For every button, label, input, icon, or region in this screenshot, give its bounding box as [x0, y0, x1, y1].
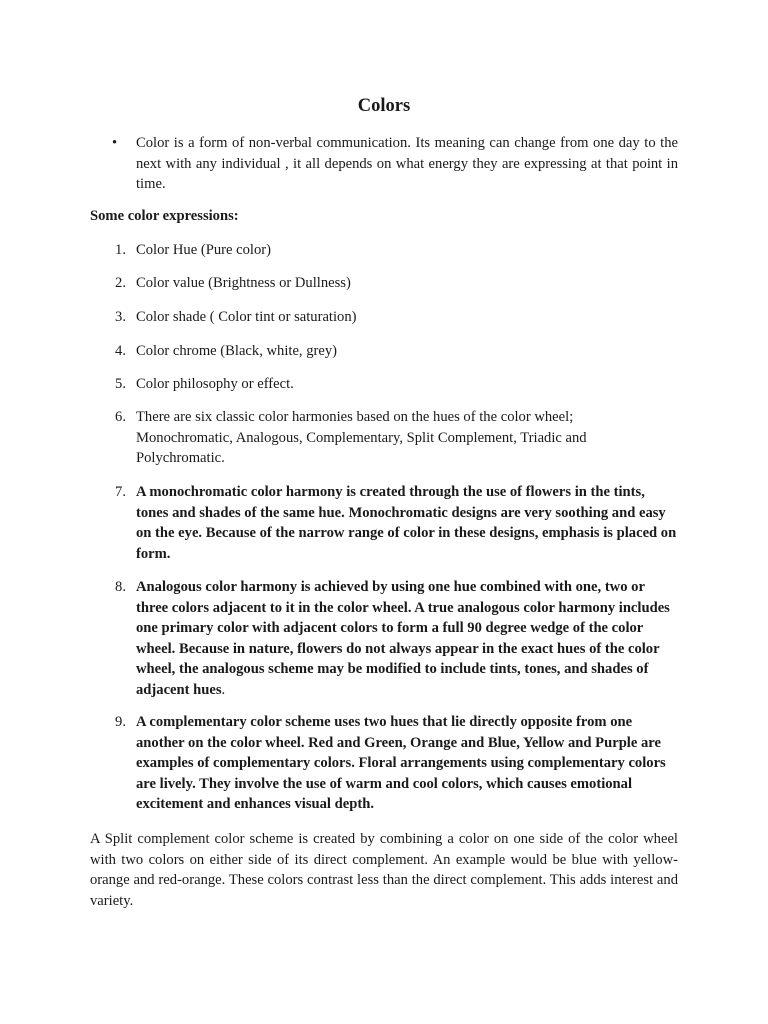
- list-item-1: [90, 240, 678, 261]
- list-text: Color philosophy or effect.: [136, 376, 294, 392]
- list-number: 4.: [115, 343, 126, 359]
- intro-bullet: [90, 133, 678, 195]
- list-text: Analogous color harmony is achieved by using one hue combined with one, two or three colors adjacent to it in the color wheel. A true analogous color harmony includes one primary color with adjacent colors to form a full 90 degree wedge of the color wheel. Because in nature, flowers do not always appear in the exact hues of the color wheel, the analogous scheme may be modified to include tints, tones, and shades of adjacent hues: [136, 579, 670, 698]
- list-item-2: [90, 273, 678, 294]
- list-text: There are six classic color harmonies based on the hues of the color wheel; Monochromatic, Analogous, Complementary, Split Complement, Triadic and Polychromatic.: [136, 409, 587, 466]
- list-item-8: [90, 577, 678, 700]
- list-number: 3.: [115, 309, 126, 325]
- section-heading: Some color expressions:: [90, 208, 239, 224]
- list-number: 8.: [115, 579, 126, 595]
- bullet-item: [90, 133, 678, 195]
- list-text-tail: .: [221, 681, 226, 698]
- list-number: 7.: [115, 484, 126, 500]
- list-item-6: [90, 407, 678, 469]
- list-number: 1.: [115, 242, 126, 258]
- list-item-7: [90, 482, 678, 564]
- bullet-text: Color is a form of non-verbal communication. Its meaning can change from one day to the next with any individual , it all depends on what energy they are expressing at that point in time.: [136, 135, 678, 192]
- page-title: Colors: [357, 96, 411, 116]
- list-text: A complementary color scheme uses two hues that lie directly opposite from one another on the color wheel. Red and Green, Orange and Blue, Yellow and Purple are examples of complementary colors. Floral arrangements using complementary colors are lively. They involve the use of warm and cool colors, which causes emotional excitement and enhances visual depth.: [136, 714, 666, 812]
- bullet-mark: •: [112, 135, 118, 151]
- list-item-3: [90, 307, 678, 328]
- list-number: 5.: [115, 376, 126, 392]
- list-text: Color value (Brightness or Dullness): [136, 275, 351, 291]
- list-item-5: [90, 374, 678, 395]
- list-number: 2.: [115, 275, 126, 291]
- list-text: A monochromatic color harmony is created through the use of flowers in the tints, tones and shades of the same hue. Monochromatic designs are very soothing and easy on the eye. Because of the narrow range of color in these designs, emphasis is placed on form.: [136, 484, 677, 562]
- list-number: 6.: [115, 409, 126, 425]
- split-complement-paragraph: A Split complement color scheme is created by combining a color on one side of the color wheel with two colors on either side of its direct complement. An example would be blue with yellow-orange and red-orange. These colors contrast less than the direct complement. This adds interest and variety.: [90, 831, 678, 909]
- list-text: Color shade ( Color tint or saturation): [136, 309, 357, 325]
- list-number: 9.: [115, 714, 126, 730]
- list-item-9: [90, 712, 678, 815]
- list-item-4: [90, 341, 678, 362]
- list-text: Color Hue (Pure color): [136, 242, 271, 258]
- list-text: Color chrome (Black, white, grey): [136, 343, 338, 359]
